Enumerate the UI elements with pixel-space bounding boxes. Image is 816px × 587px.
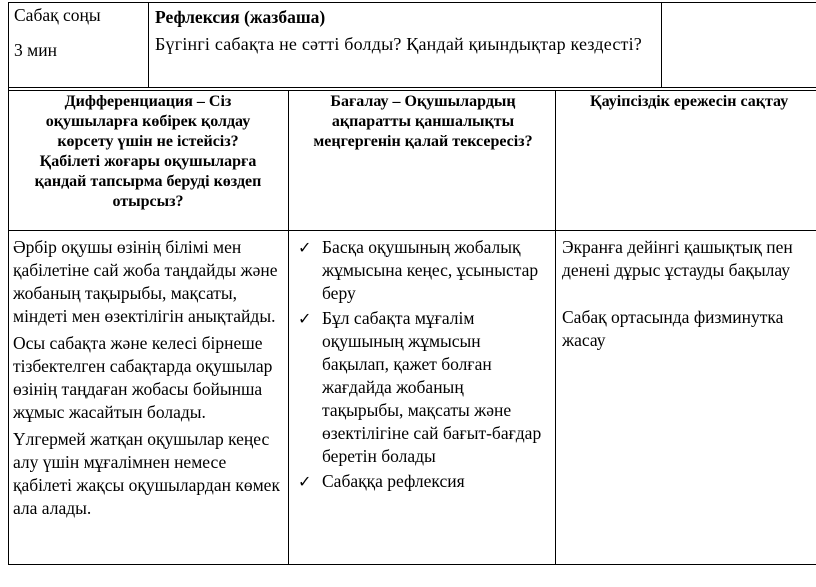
header-assessment-text: Бағалау – Оқушылардың ақпаратты қаншалықты меңгергенін қалай тексересіз? — [313, 93, 533, 150]
col-divider — [148, 2, 149, 88]
col-divider — [661, 2, 662, 88]
header-assessment — [296, 92, 550, 152]
header-safety-text: Қауіпсіздік ережесін сақтау — [590, 93, 789, 110]
differentiation-paragraph-3: Үлгермей жатқан оқушылар кеңес алу үшін мұғалімнен немесе қабілеті жақсы оқушылардан көмек ала алады. — [13, 429, 280, 518]
assessment-item-2: Бұл сабақта мұғалім оқушының жұмысын бақылап, қажет болған жағдайда жобаның тақырыбы, мақсаты және өзектілігіне сай бағыт-бағдар беретін болады — [322, 308, 542, 466]
list-item — [296, 470, 546, 493]
safety-paragraph-1: Экранға дейінгі қашықтық пен денені дұрыс ұстауды бақылау — [562, 237, 793, 280]
safety-body — [562, 236, 816, 352]
check-icon: ✓ — [298, 472, 312, 491]
safety-paragraph-2: Сабақ ортасында физминутка жасау — [562, 307, 784, 350]
lesson-end-cell — [14, 4, 144, 62]
assessment-list — [296, 236, 546, 493]
differentiation-body — [13, 236, 283, 520]
table-border-top — [8, 2, 816, 3]
table-border-bottom — [8, 564, 816, 565]
differentiation-paragraph-2: Осы сабақта және келесі бірнеше тізбектелген сабақтарда оқушылар өзінің таңдаған жобасы бойынша жұмыс жасайтын болады. — [13, 333, 273, 422]
assessment-item-1: Басқа оқушының жобалық жұмысына кеңес, ұсыныстар беру — [322, 237, 539, 303]
check-icon: ✓ — [298, 238, 312, 257]
lesson-end-label: Сабақ соңы — [14, 5, 101, 25]
header-safety — [590, 92, 816, 112]
col-divider — [288, 90, 289, 565]
assessment-item-3: Сабаққа рефлексия — [322, 471, 465, 491]
col-divider — [555, 90, 556, 565]
row-divider — [8, 87, 816, 88]
differentiation-paragraph-1: Әрбір оқушы өзінің білімі мен қабілетіне сай жоба таңдайды және жобаның тақырыбы, мақсаты, міндеті мен өзектілігін анықтайды. — [13, 237, 278, 326]
assessment-body — [296, 236, 546, 495]
reflection-cell — [155, 6, 655, 56]
row-divider-double — [8, 90, 816, 91]
row-divider — [8, 230, 816, 231]
header-differentiation-text: Дифференциация – Сіз оқушыларға көбірек қолдау көрсету үшін не істейсіз? Қабілеті жоғары оқушыларға қандай тапсырма беруді көздеп отырсыз? — [34, 93, 262, 210]
reflection-question: Бүгінгі сабақта не сәтті болды? Қандай қиындықтар кездесті? — [155, 34, 642, 54]
list-item — [296, 236, 546, 305]
check-icon: ✓ — [298, 309, 312, 328]
header-differentiation — [30, 92, 266, 212]
list-item — [296, 307, 546, 468]
reflection-title: Рефлексия (жазбаша) — [155, 7, 326, 27]
lesson-end-duration: 3 мин — [14, 40, 57, 60]
